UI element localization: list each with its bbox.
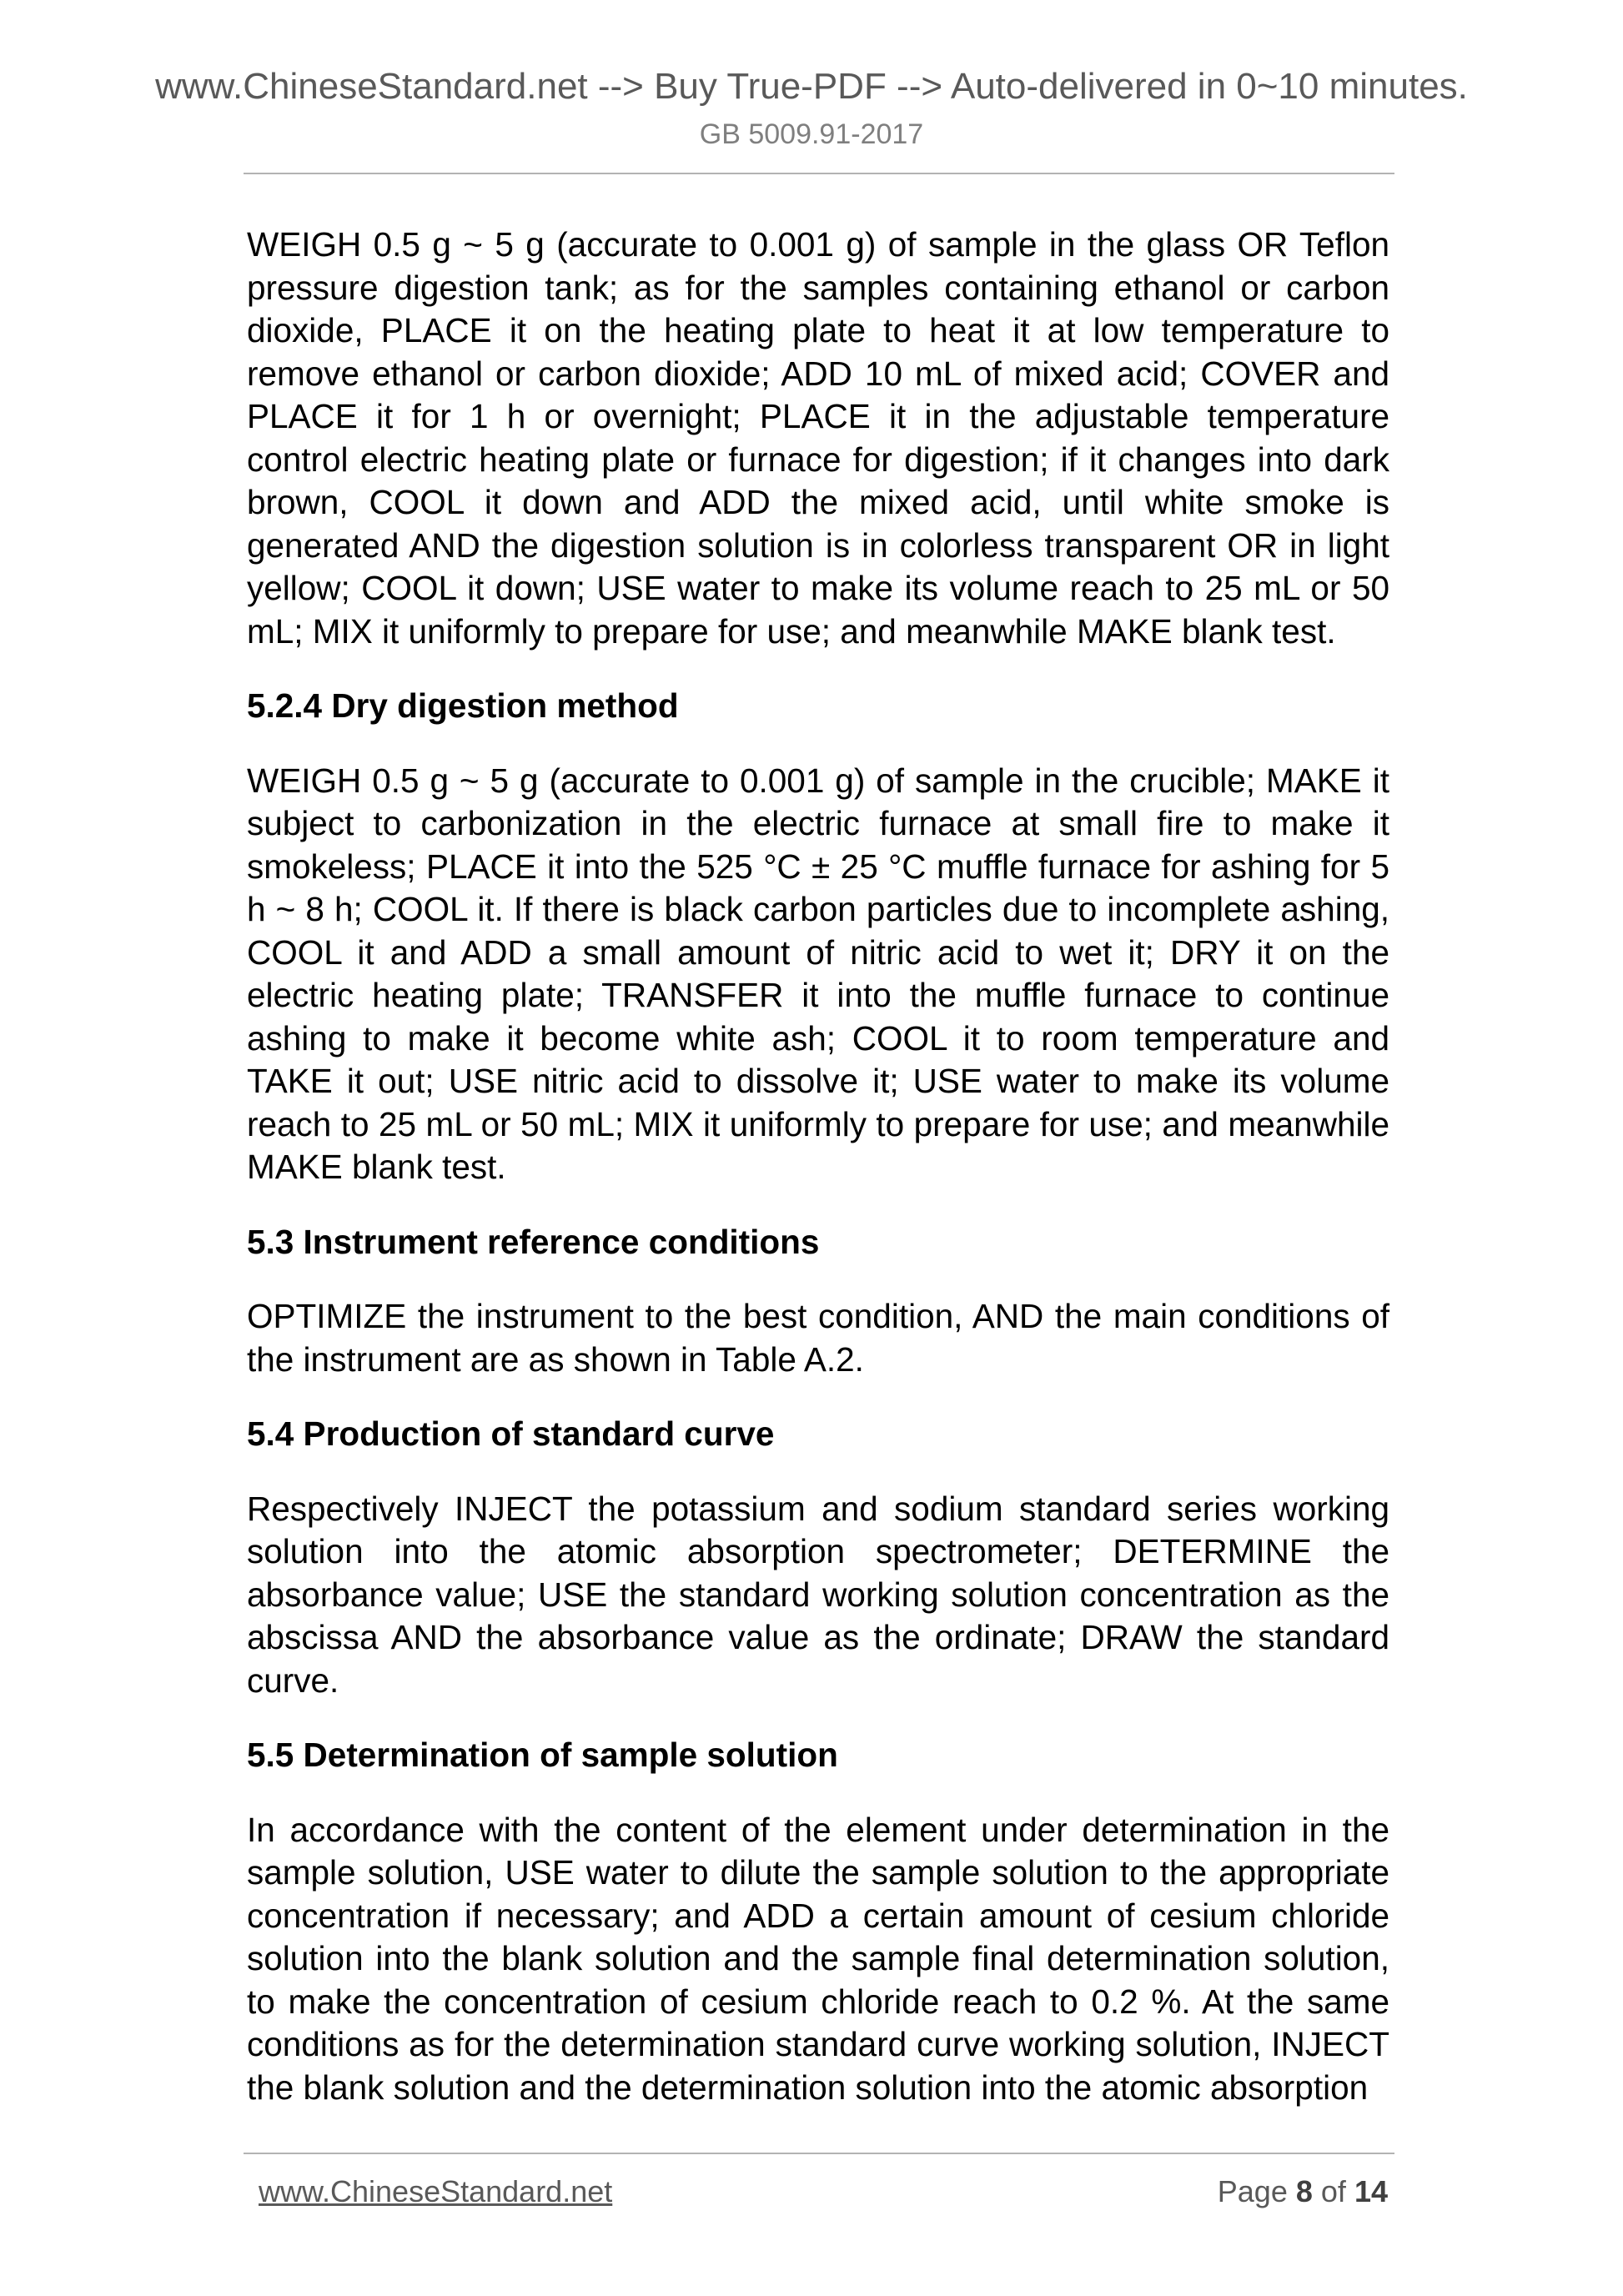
header-banner: www.ChineseStandard.net --> Buy True-PDF --> Auto-delivered in 0~10 minutes. bbox=[155, 66, 1468, 107]
section-heading-instrument-conditions: 5.3 Instrument reference conditions bbox=[247, 1222, 820, 1261]
section-heading-dry-digestion: 5.2.4 Dry digestion method bbox=[247, 686, 679, 725]
page-word: Page bbox=[1217, 2174, 1288, 2208]
page-total: 14 bbox=[1354, 2174, 1388, 2208]
section-heading-standard-curve: 5.4 Production of standard curve bbox=[247, 1414, 775, 1453]
footer-site-link[interactable]: www.ChineseStandard.net bbox=[259, 2174, 613, 2208]
paragraph-dry-digestion: WEIGH 0.5 g ~ 5 g (accurate to 0.001 g) of sample in the crucible; MAKE it subject to carbonization in the electric furnace at small fire to make it smokeless; PLACE it into the 525 °C ± 25 °C muffle furnace for ashing for 5 h ~ 8 h; COOL it. If there is black carbon particles due to incomplete ashing, COOL it and ADD a small amount of nitric acid to wet it; DRY it on the electric heating plate; TRANSFER it into the muffle furnace to continue ashing to make it become white ash; COOL it to room temperature and TAKE it out; USE nitric acid to dissolve it; USE water to make its volume reach to 25 mL or 50 mL; MIX it uniformly to prepare for use; and meanwhile MAKE blank test. bbox=[247, 761, 1389, 1186]
page-of-word: of bbox=[1320, 2174, 1346, 2208]
page-content bbox=[247, 224, 1389, 2109]
page-current: 8 bbox=[1295, 2174, 1313, 2208]
page-indicator bbox=[1218, 2173, 1388, 2210]
header-divider bbox=[244, 173, 1394, 174]
paragraph-instrument-conditions: OPTIMIZE the instrument to the best condition, AND the main conditions of the instrument are as shown in Table A.2. bbox=[247, 1297, 1389, 1379]
paragraph-standard-curve: Respectively INJECT the potassium and sodium standard series working solution into the atomic absorption spectrometer; DETERMINE the absorbance value; USE the standard working solution concentration as the abscissa AND the absorbance value as the ordinate; DRAW the standard curve. bbox=[247, 1489, 1389, 1700]
section-heading-sample-solution: 5.5 Determination of sample solution bbox=[247, 1736, 838, 1774]
paragraph-wet-digestion: WEIGH 0.5 g ~ 5 g (accurate to 0.001 g) of sample in the glass OR Teflon pressure digestion tank; as for the samples containing ethanol or carbon dioxide, PLACE it on the heating plate to heat it at low temperature to remove ethanol or carbon dioxide; ADD 10 mL of mixed acid; COVER and PLACE it for 1 h or overnight; PLACE it in the adjustable temperature control electric heating plate or furnace for digestion; if it changes into dark brown, COOL it down and ADD the mixed acid, until white smoke is generated AND the digestion solution is in colorless transparent OR in light yellow; COOL it down; USE water to make its volume reach to 25 mL or 50 mL; MIX it uniformly to prepare for use; and meanwhile MAKE blank test. bbox=[247, 225, 1389, 651]
paragraph-sample-solution: In accordance with the content of the element under determination in the sample solution, USE water to dilute the sample solution to the appropriate concentration if necessary; and ADD a certain amount of cesium chloride solution into the blank solution and the sample final determination solution, to make the concentration of cesium chloride reach to 0.2 %. At the same conditions as for the determination standard curve working solution, INJECT the blank solution and the determination solution into the atomic absorption bbox=[247, 1810, 1389, 2107]
footer-divider bbox=[244, 2153, 1394, 2154]
standard-number: GB 5009.91-2017 bbox=[699, 118, 924, 150]
